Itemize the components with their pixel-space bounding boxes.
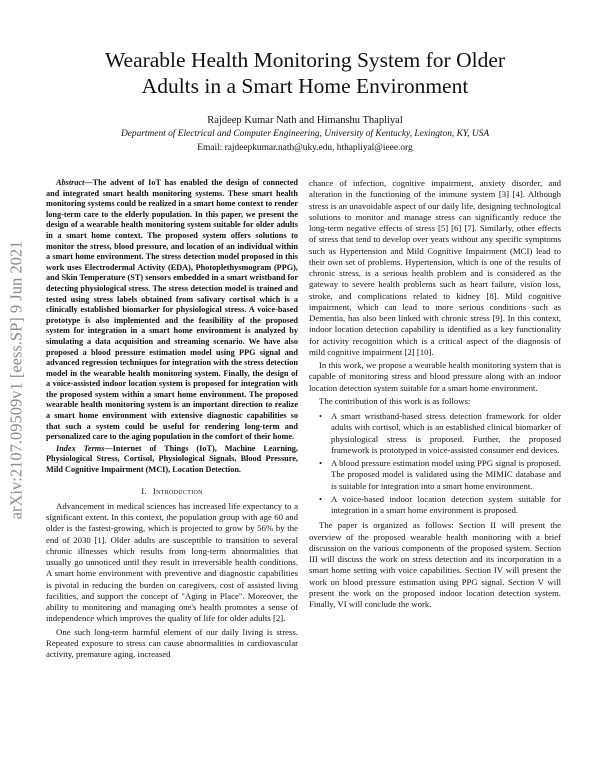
abstract-text: —The advent of IoT has enabled the design of connected and integrated smart health monitoring systems. These smart health monitoring systems could be realized in a smart home context to render long-term care to the elderly population. In this paper, we present the design of a wearable health monitoring system suitable for older adults in a smart home context. The proposed system offers solutions to monitor the stress, blood pressure, and location of an individual within a smart home environment. The stress detection model proposed in this work uses Electrodermal Activity (EDA), Photoplethysmogram (PPG), and Skin Temperature (ST) sensors embedded in a smart wristband for detecting physiological stress. The stress detection model is trained and tested using stress labels obtained from salivary cortisol which is a clinically established biomarker for physiological stress. A voice-based prototype is also implemented and the feasibility of the proposed system for integration in a smart home environment is analyzed by simulating a data acquisition and streaming scenario. We have also proposed a blood pressure estimation model using PPG signal and advanced regression techniques for integration with the stress detection model in the wearable health monitoring system. Finally, the design of a voice-assisted indoor location system is proposed for integration with the proposed system within a smart home environment. The proposed wearable health monitoring system is an important direction to realize a smart home environment with extensive diagnostic capabilities so that such a system could be useful for rendering long-term and personalized care to the aging population in the comfort of their home. (46, 178, 298, 442)
index-terms-text: —Internet of Things (IoT), Machine Learning, Physiological Stress, Cortisol, Physiological Signals, Blood Pressure, Mild Cognitive Impairment (MCI), Location Detection. (46, 443, 298, 475)
affiliation: Department of Electrical and Computer Engineering, University of Kentucky, Lexington, KY, USA (120, 129, 490, 139)
abstract (46, 178, 298, 443)
bullet-icon: • (319, 411, 323, 421)
right-column (309, 178, 561, 610)
intro-paragraph-2-continued: chance of infection, cognitive impairment, anxiety disorder, and alteration in the functioning of the immune system [3] [4]. Although stress is an unavoidable aspect of our daily life, designing technological solutions to monitor and manage stress can significantly reduce the long-term negative effects of stress [5] [6] [7]. Similarly, other effects of stress that tend to develop over years without any specific symptoms such as Hypertension and Mild Cognitive Impairment (MCI) lead to their own set of problems. Hypertension, which is one of the results of chronic stress, is a serious health problem and is considered as the gateway to severe health problems such as heart failure, vision loss, stroke, and complications related to kidney [8]. Mild cognitive impairment, which can lead to more serious conditions such as Dementia, has also been linked with chronic stress [9]. In this context, indoor location detection capability is identified as a key functionality for activity recognition which is a critical aspect of the diagnosis of mild cognitive impairment [2] [10]. (309, 178, 561, 357)
index-terms-label: Index Terms (56, 443, 105, 453)
bullet-icon: • (319, 458, 323, 468)
organization-paragraph: The paper is organized as follows: Section II will present the overview of the proposed wearable health monitoring with a brief discussion on the various components of the proposed system. Section III will discuss the work on stress detection and its incorporation in a smart home setting with voice capabilities. Section IV will present the work on blood pressure estimation using PPG signal. Section V will present the work on the proposed indoor location detection system. Finally, VI will conclude the work. (309, 520, 561, 609)
left-column (46, 178, 298, 660)
contribution-text: A blood pressure estimation model using PPG signal is proposed. The proposed model is validated using the MIMIC database and is suitable for integration into a smart home environment. (331, 458, 561, 491)
work-paragraph: In this work, we propose a wearable health monitoring system that is capable of monitoring stress and blood pressure along with an indoor location detection system suitable for a smart home environment. (309, 360, 561, 393)
list-item (317, 458, 561, 492)
title-line-2: Adults in a Smart Home Environment (141, 74, 469, 98)
paper-title (40, 47, 570, 99)
arxiv-stamp (4, 170, 28, 590)
author-list: Rajdeep Kumar Nath and Himanshu Thapliyal (207, 115, 403, 126)
section-heading-introduction (46, 486, 298, 497)
intro-paragraph-1: Advancement in medical sciences has increased life expectancy to a significant extent. In this context, the population group with age 60 and older is the fastest-growing, which is projected to grow by 56% by the end of 2030 [1]. Older adults are susceptible to transition to several chronic illnesses which results from long-term abnormalities that usually go unnoticed until they result in irreversible health conditions. A smart home environment with preventive and diagnostic capabilities is pivotal in reducing the burden on caregivers, cost of assisted living facilities, and support the concept of "Aging in Place". Moreover, the ability to monitoring and managing one's health promotes a sense of independence which improves the quality of life for older adults [2]. (46, 500, 298, 624)
arxiv-identifier: arXiv:2107.09509v1 [eess.SP] 9 Jun 2021 (6, 240, 25, 520)
contribution-list (309, 411, 561, 516)
index-terms (46, 444, 298, 476)
intro-paragraph-2: One such long-term harmful element of our daily living is stress. Repeated exposure to stress can cause abnormalities in cardiovascular activity, premature aging, increased (46, 626, 298, 660)
bullet-icon: • (319, 493, 323, 504)
contribution-text: A voice-based indoor location detection system suitable for integration in a smart home environment is proposed. (331, 493, 561, 515)
contribution-text: A smart wristband-based stress detection framework for older adults with cortisol, which is an established clinical biomarker of physiological stress is proposed. Further, the proposed framework is prototyped in voice-assisted consumer end devices. (331, 411, 561, 455)
abstract-label: Abstract (56, 178, 85, 187)
section-title: Introduction (152, 485, 203, 496)
contribution-intro: The contribution of this work is as follows: (319, 395, 471, 406)
title-line-1: Wearable Health Monitoring System for Older (104, 48, 506, 72)
author-emails: Email: rajdeepkumar.nath@uky.edu, hthapliyal@ieee.org (197, 143, 413, 153)
list-item (317, 494, 561, 517)
list-item (317, 411, 561, 456)
section-number: I. (141, 485, 147, 496)
